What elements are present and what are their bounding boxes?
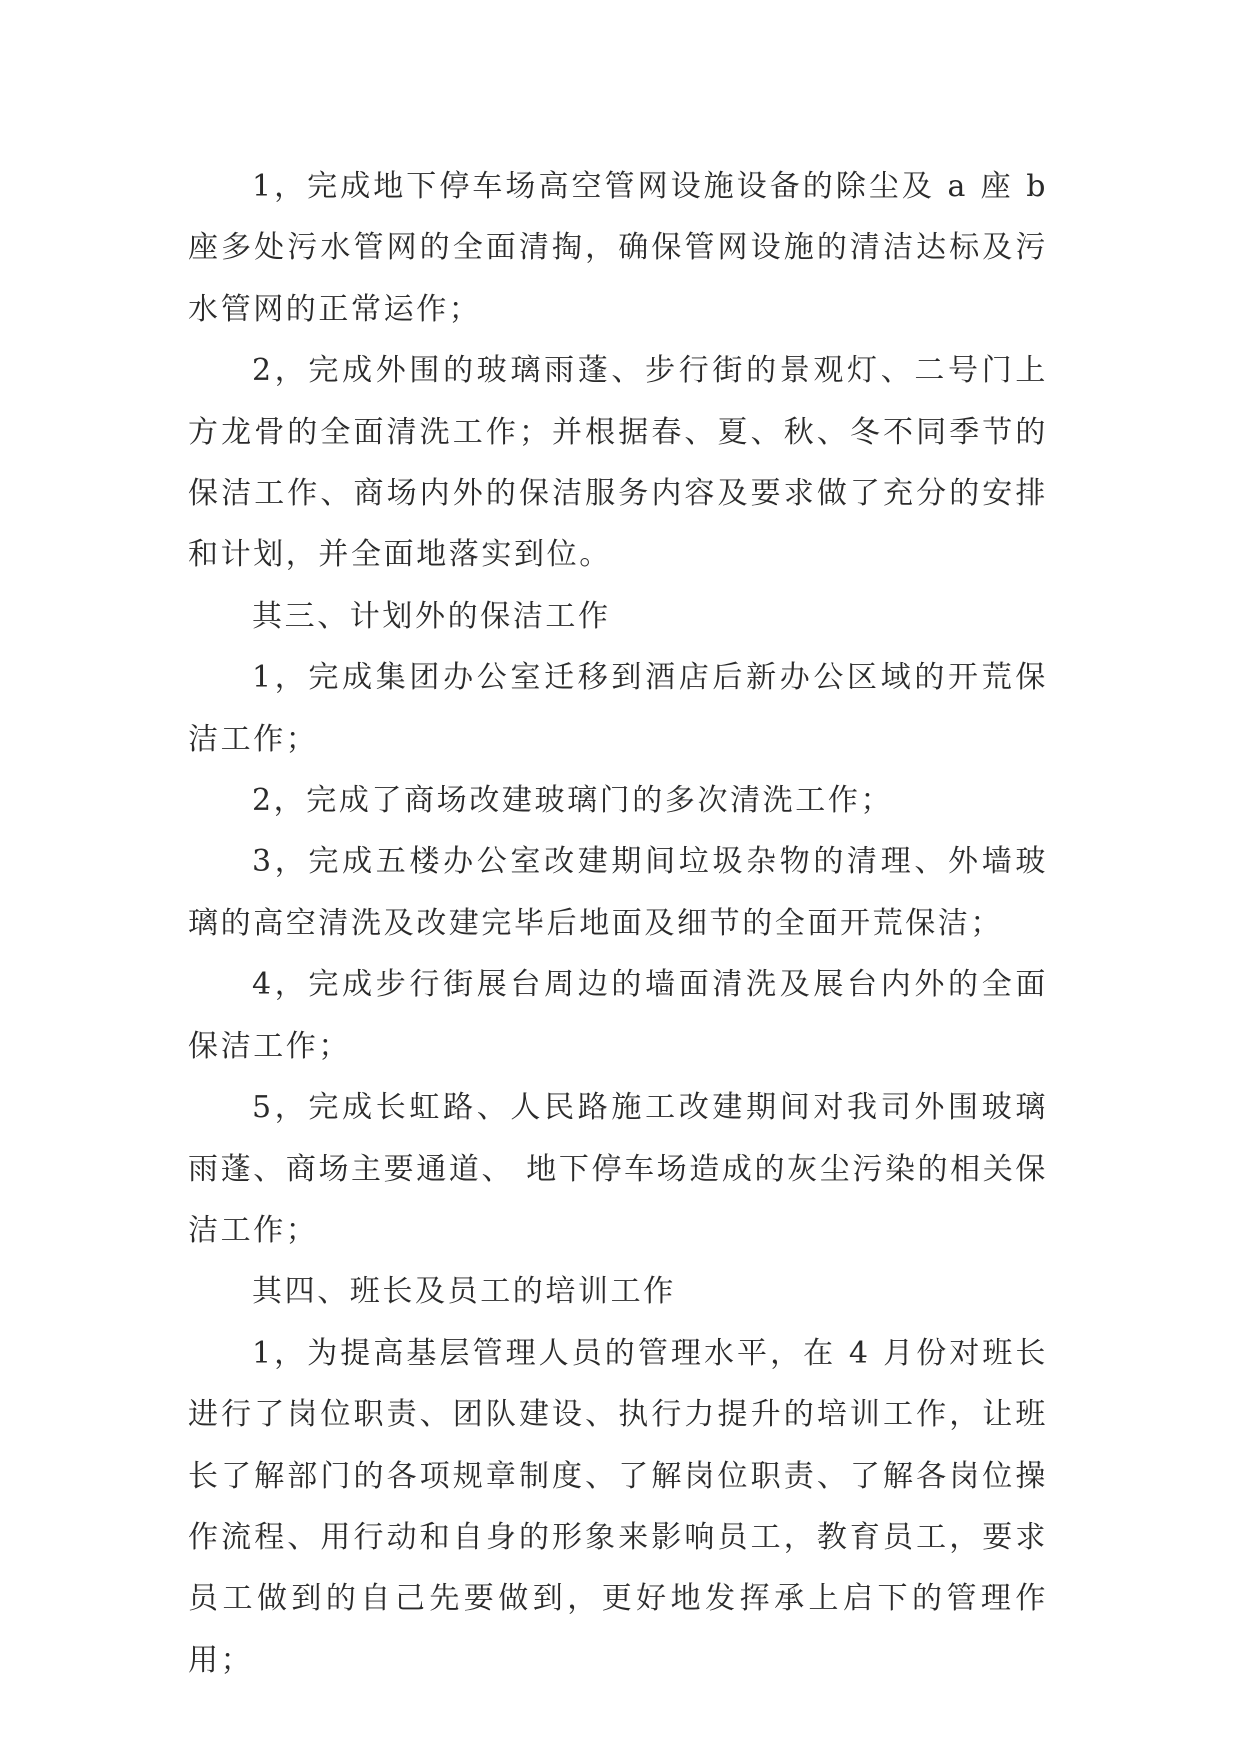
document-body xyxy=(188,156,1048,1691)
paragraph: 5，完成长虹路、人民路施工改建期间对我司外围玻璃雨蓬、商场主要通道、 地下停车场造成的灰尘污染的相关保洁工作； xyxy=(188,1090,1048,1248)
paragraph: 4，完成步行街展台周边的墙面清洗及展台内外的全面保洁工作； xyxy=(188,967,1048,1064)
section-heading: 其三、计划外的保洁工作 xyxy=(252,598,611,634)
paragraph: 2，完成外围的玻璃雨蓬、步行街的景观灯、二号门上方龙骨的全面清洗工作；并根据春、夏、秋、冬不同季节的保洁工作、商场内外的保洁服务内容及要求做了充分的安排和计划，并全面地落实到位。 xyxy=(188,353,1048,573)
paragraph: 2，完成了商场改建玻璃门的多次清洗工作； xyxy=(252,783,894,819)
paragraph: 3，完成五楼办公室改建期间垃圾杂物的清理、外墙玻璃的高空清洗及改建完毕后地面及细节的全面开荒保洁； xyxy=(188,844,1048,941)
paragraph: 1，完成集团办公室迁移到酒店后新办公区域的开荒保洁工作； xyxy=(188,660,1048,757)
paragraph: 1，为提高基层管理人员的管理水平，在 4 月份对班长进行了岗位职责、团队建设、执行力提升的培训工作，让班长了解部门的各项规章制度、了解岗位职责、了解各岗位操作流程、用行动和自身的形象来影响员工，教育员工，要求员工做到的自己先要做到，更好地发挥承上启下的管理作用； xyxy=(188,1335,1048,1678)
paragraph: 1，完成地下停车场高空管网设施设备的除尘及 a 座 b 座多处污水管网的全面清掏，确保管网设施的清洁达标及污水管网的正常运作； xyxy=(188,169,1048,327)
section-heading: 其四、班长及员工的培训工作 xyxy=(252,1274,676,1310)
